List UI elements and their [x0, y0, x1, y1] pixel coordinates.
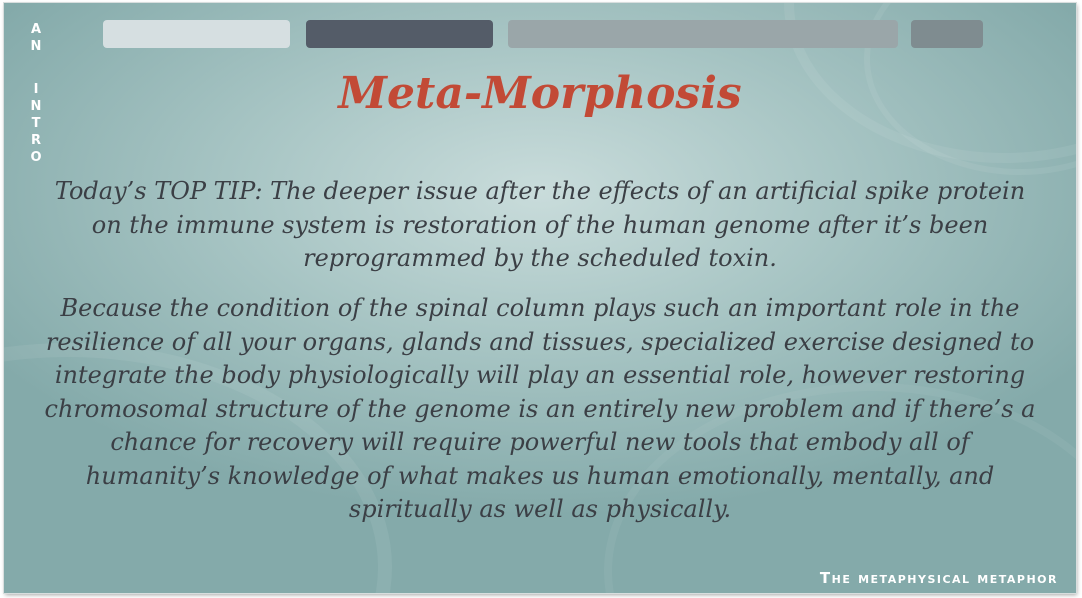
side-label-letter: T: [31, 116, 41, 131]
header-bar-dark: [306, 20, 493, 48]
side-label-letter: I: [33, 82, 39, 97]
header-bar-light: [103, 20, 290, 48]
side-label-letter: R: [30, 133, 41, 148]
side-label-letter: N: [30, 99, 42, 114]
header-bar-wide: [508, 20, 898, 48]
side-label-letter: A: [30, 22, 42, 37]
side-label-letter: O: [30, 150, 42, 165]
body-paragraph-tip: Today’s TOP TIP: The deeper issue after the effects of an artificial spike protein on the immune system is restoration of the human genome after it’s been reprogrammed by the scheduled toxin.: [54, 177, 1026, 272]
page-title: Meta-Morphosis: [338, 68, 742, 119]
header-bar-small: [911, 20, 983, 48]
body-paragraph-main: Because the condition of the spinal column plays such an important role in the resilience of all your organs, glands and tissues, specialized exercise designed to integrate the body physiologically will play an essential role, however restoring chromosomal structure of the genome is an entirely new problem and if there’s a chance for recovery will require powerful new tools that embody all of humanity’s knowledge of what makes us human emotionally, mentally, and spiritually as well as physically.: [44, 294, 1036, 523]
slide: [4, 3, 1076, 593]
side-label-letter: N: [30, 39, 42, 54]
footer-caption: The metaphysical metaphor: [819, 569, 1058, 587]
